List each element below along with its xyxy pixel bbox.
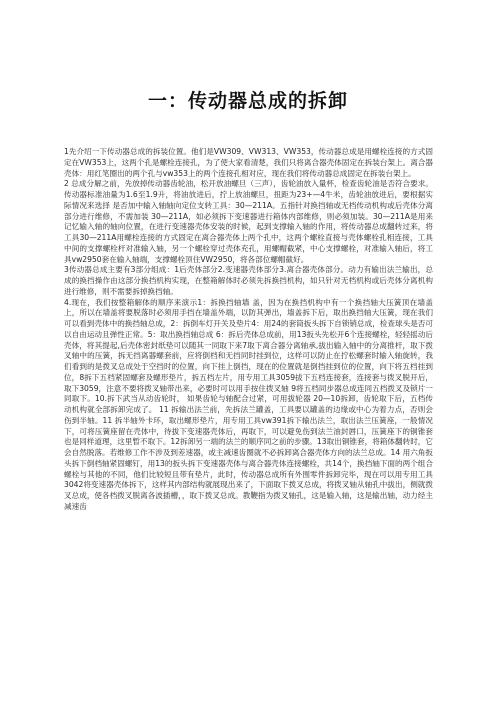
- paragraph-1: 1先介绍一下传动器总成的拆装位置。他们是VW309、VW313、VW353，传动器总成是用螺栓连接的方式固定在VW353上，这两个孔是螺栓连接孔，为了使大家看清楚，我们只将离合器壳体固定在拆装台架上。离合器壳体：用红笔圈出的两个孔与vw353上的两个连接孔相对应，现在我们将传动器总成固定在拆装台架上。: [64, 147, 433, 178]
- paragraph-3: 3传动器总成主要有3部分组成：1后壳体部分2.变速器壳体部分3.离合器壳体部分。动力有输出法兰输出，总成的换挡操作由这部分换挡机构实现，在整箱解体时必须先拆换挡机构，如只针对无档机构或后壳体分离机构进行维修，则不需要拆掉换挡轴。: [64, 265, 433, 296]
- page-title: 一：传动器总成的拆卸: [147, 90, 348, 112]
- paragraph-2: 2 总成分解之前，先放掉传动器齿轮油，松开放油螺旦（三声），齿轮油放入量杯，检查齿轮油是否符合要求。传动器标准油量为1.6至1.9升，将油放进后，拧上放油螺旦，扭距为23+—4牛米，齿轮油放进后，要根据实际情况来选择 是否加中输入轴轴向定位支转工具：30—211A。五指针对换挡轴或无档传动机构或后壳体分离部分进行维修，不需加装 30—211A，如必须拆下变速器进行箱体内部维修，则必须加装。30—211A是用来记忆输入轴的轴向位置，在进行变速器壳体安装的时候，起到支撑输入轴的作用，将传动器总成翻转过来，将工具30—211A用螺栓连接的方式固定在离合器壳体上两个孔中，这两个螺栓直接与壳体螺栓孔相连接，工具中间的支撑螺栓杆对准输入轴，另一个螺栓穿过壳体充孔，用螺帽截紧，中心支撑螺栓，对准输入轴后，将工具vw2950套在输入轴端，支撑螺栓顶住VW2950，将各部位螺帽截好。: [64, 179, 433, 264]
- body-text: [64, 147, 433, 699]
- paragraph-4: 4.现在，我们按整箱解体的顺序来演示1：拆换挡轴墙 盖，因为在换挡机构中有一个换挡轴大压簧顶在墙盖上，所以在墙盖将要脱落时必须用手挡在墙盖外端，以防其弹出，墙盖拆下后，取出换挡轴大压簧，现在我们可以看到壳体中的换挡轴总成，2：拆倒车灯开关及垫片4：用24的套筒扳头拆下自锁销总成，检查球头是否可以自由运动且弹性正常。5：取出换挡轴总成 6：拆后壳体总成前，用13扳头先松开6个连接螺栓，轻轻摇动后壳体，将其提起,后壳体密封纸垫可以随其一同取下来7取下离合器分离轴承,拔出输入轴中的分离推杆，取下拨叉轴中的压簧，拆无挡离器螺套前，应将倒档和无挡同时挂到位，这样可以防止在拧松螺套时输入轴旋转，我们看到的是拨叉总成处于空挡时的位置，向下挂上倒挡，现在的位置就是倒挡挂到位的位置，向下将五档挂到位，8拆下五档紧固螺套及螺形垫片，拆五档左片，用专用工具3059拔下五档连接套，连接套与拨叉脱开后，取下3059，注意不要将拨叉轴带出来，必要时可以用手按住拨叉轴 9将五档同步器总成连同五档拨叉及锁片一同取下。10.拆下武当从动齿轮时， 如果齿轮与轴配合过紧，可用拔轮器 20—10拆卸，齿轮取下后，五档传动机构就全部拆卸完成了。 11 拆输出法兰前，先拆法兰罐盖，工具要以罐盖的边缘或中心为着力点，否则会伤到半轴。11 拆半轴外卡环，取出螺形垫片，用专用工具vw391拆下输出法兰，取出法兰压簧座，一般情况下，可将压簧座留在壳体中，待拔下变速器壳体后，再取下，可以避免伤到法兰油封唇口，压簧座下的铜锥套也是同样道理，这里暂不取下。12拆卸另一端的法兰的顺序同之前的步骤。13取出铜锥套，将箱体翻转时，它会自然脱落。若维修工作不涉及到差速器，或主减速齿圈就不必拆卸离合器壳体方向的法兰总成。14 用六角扳头拆下倒档轴紧固螺钉，用13的扳头拆下变速器壳体与离合器壳体连接螺栓，共14个，换挡轴下面的两个组合螺栓与其他的不同，他们比较短且带有垫片，此时，传动器总成所有外围零件拆卸完毕，现在可以用专用工具3042将变速器壳体拆下，这样其内部结构就展现出来了，下面取下拨叉总成，将拨叉轴从轴孔中拔出，侧就拨叉总成，使各档拨叉脱离各波插槽，，取下拨叉总成。教鞭指为拨叉轴孔，这是输入轴，这是输出轴，动力经主减速齿: [64, 297, 433, 511]
